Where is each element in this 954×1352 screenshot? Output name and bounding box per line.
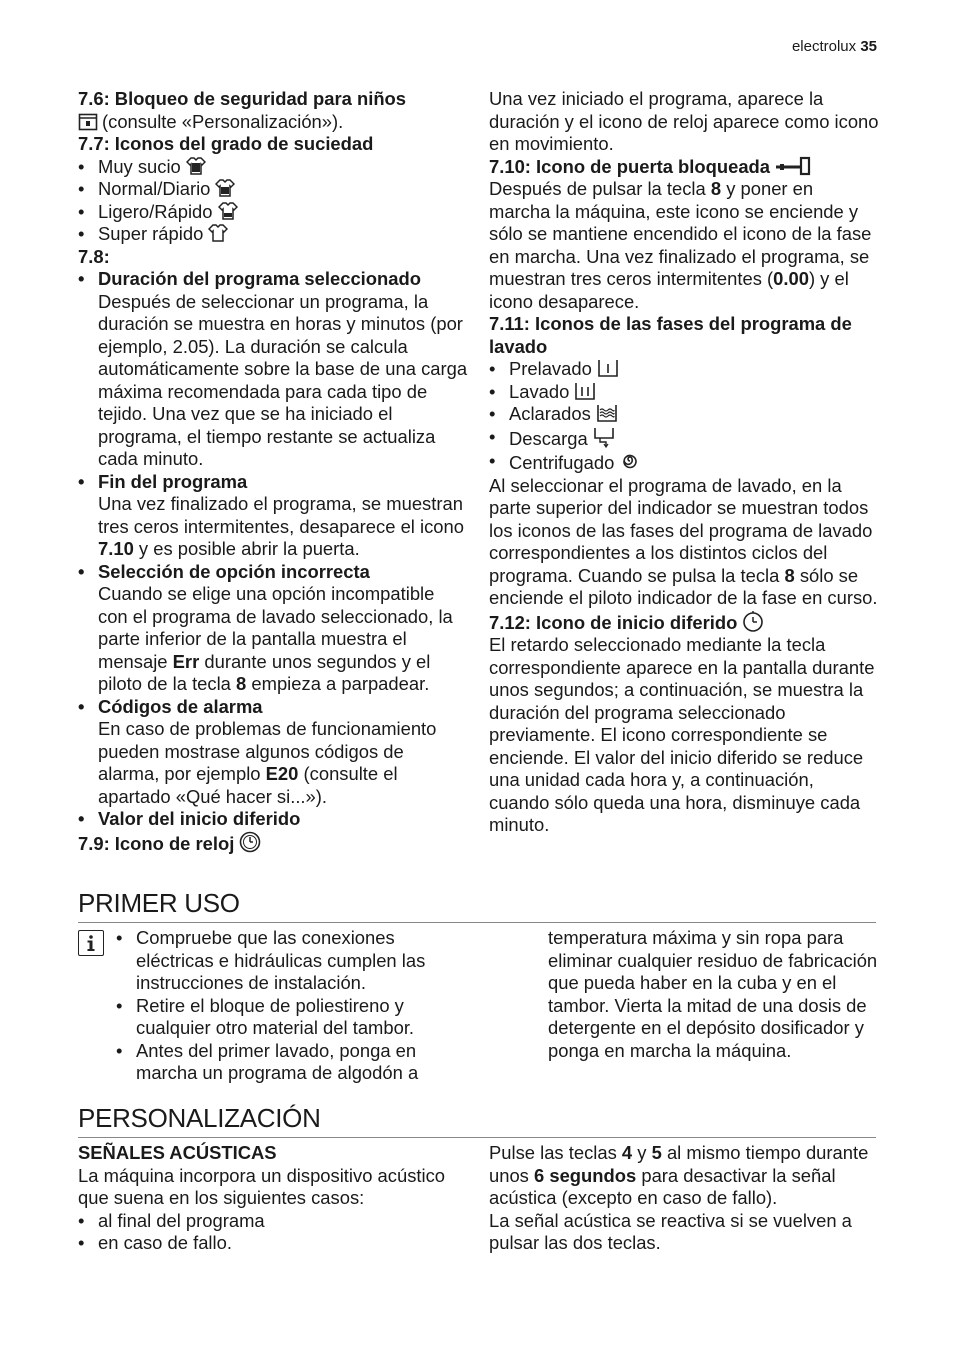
reactivate-text: La señal acústica se reactiva si se vuelven a pulsar las dos teclas.: [489, 1209, 852, 1253]
info-icon: [78, 930, 104, 956]
super-quick-shirt-icon: [208, 223, 228, 243]
delay-start-icon: [742, 610, 764, 632]
section-divider: [78, 1137, 876, 1138]
keys-text: Pulse las teclas 4 y 5 al mismo tiempo durante unos 6 segundos para desactivar la señal acústica (excepto en caso de fallo).: [489, 1142, 869, 1208]
phase-item: • Centrifugado: [489, 450, 879, 475]
list-item: • en caso de fallo.: [78, 1232, 468, 1255]
primer-uso-continuation: temperatura máxima y sin ropa para eliminar cualquier residuo de fabricación que pueda haber en la cuba y en el tambor. Vierta la mitad de una dosis de detergente en el depósito dosificador y ponga en marcha la máquina.: [548, 927, 878, 1061]
s711-text: Al seleccionar el programa de lavado, en la parte superior del indicador se muestran todos los iconos de las fases del programa de lavado correspondientes a los distintos ciclos del programa. Cuando se pulsa la tecla 8 sólo se enciende el piloto indicador de la fase en curso.: [489, 474, 878, 608]
delay-title: • Valor del inicio diferido: [78, 808, 468, 831]
s79-title: 7.9: Icono de reloj: [78, 831, 468, 856]
very-dirty-shirt-icon: [186, 156, 206, 176]
section-title-primer-uso: PRIMER USO: [78, 888, 240, 918]
section-divider: [78, 922, 876, 923]
spin-icon: [619, 450, 641, 472]
drain-icon: [593, 426, 615, 448]
list-item: • Antes del primer lavado, ponga en marcha un programa de algodón a: [116, 1040, 456, 1085]
list-item: • Compruebe que las conexiones eléctricas e hidráulicas cumplen las instrucciones de instalación.: [116, 927, 456, 995]
end-title: • Fin del programa: [78, 471, 468, 494]
left-column: [78, 88, 468, 855]
wash-icon: [574, 381, 596, 401]
s712-text: El retardo seleccionado mediante la tecla correspondiente aparece en la pantalla durante unos segundos; a continuación, se muestra la duración del programa seleccionado previamente. El icono correspondiente se enciende. El valor del inicio diferido se reduce una unidad cada hora y, a continuación, cuando sólo queda una hora, disminuye cada minuto.: [489, 634, 875, 835]
wrong-option-title: • Selección de opción incorrecta: [78, 561, 468, 584]
list-item: • Retire el bloque de poliestireno y cualquier otro material del tambor.: [116, 995, 456, 1040]
page-header: [792, 36, 877, 59]
wrong-option-text: Cuando se elige una opción incompatible con el programa de lavado seleccionado, la parte inferior de la pantalla muestra el mensaje Err durante unos segundos y el piloto de la tecla 8 empieza a parpadear.: [98, 583, 453, 694]
s710-text: Después de pulsar la tecla 8 y poner en marcha la máquina, este icono se enciende y sólo se mantiene encendido el icono de la fase en marcha. Una vez finalizado el programa, se muestran tres ceros intermitentes (0.00) y el icono desaparece.: [489, 178, 872, 312]
phase-item: • Lavado: [489, 381, 879, 404]
clock-icon: [239, 831, 261, 853]
personalizacion-left: [78, 1142, 468, 1255]
phase-item: • Aclarados: [489, 403, 879, 426]
end-text: Una vez finalizado el programa, se muestran tres ceros intermitentes, desaparece el icono 7.10 y es posible abrir la puerta.: [98, 493, 464, 559]
light-shirt-icon: [218, 201, 238, 221]
duration-title: • Duración del programa seleccionado: [78, 268, 468, 291]
brand-name: electrolux: [791, 38, 857, 55]
prewash-icon: [597, 358, 619, 378]
right-column: [489, 88, 879, 837]
s78-title: 7.8:: [78, 245, 110, 267]
s76-title: 7.6: Bloqueo de seguridad para niños: [78, 88, 407, 109]
personalizacion-right: [489, 1142, 879, 1255]
subsection-title: SEÑALES ACÚSTICAS: [78, 1142, 277, 1163]
normal-shirt-icon: [215, 178, 235, 198]
duration-text: Después de seleccionar un programa, la duración se muestra en horas y minutos (por ejemplo, 2.05). La duración se calcula automáticamente sobre la base de una carga máxima recomendada para cada tipo de tejido. Una vez que se ha iniciado el programa, el tiempo restante se actualiza cada minuto.: [98, 290, 468, 469]
soil-item: • Muy sucio: [78, 156, 468, 179]
primer-uso-list: [116, 927, 456, 1085]
page-number: 35: [860, 38, 877, 55]
alarm-text: En caso de problemas de funcionamiento pueden mostrase algunos códigos de alarma, por ejemplo E20 (consulte el apartado «Qué hacer si...»).: [98, 718, 437, 807]
list-item: • al final del programa: [78, 1210, 468, 1233]
phase-item: • Descarga: [489, 426, 879, 451]
clock-text: Una vez iniciado el programa, aparece la duración y el icono de reloj aparece como icono en movimiento.: [489, 88, 879, 154]
soil-item: • Ligero/Rápido: [78, 201, 468, 224]
phase-item: • Prelavado: [489, 358, 879, 381]
s710-title: 7.10: Icono de puerta bloqueada: [489, 156, 879, 179]
section-title-personalizacion: PERSONALIZACIÓN: [78, 1103, 321, 1133]
door-locked-icon: [775, 156, 811, 176]
child-lock-icon: [78, 113, 98, 131]
soil-item: • Normal/Diario: [78, 178, 468, 201]
s76-text: (consulte «Personalización»).: [78, 111, 468, 134]
s711-title: 7.11: Iconos de las fases del programa de lavado: [489, 313, 852, 357]
intro-text: La máquina incorpora un dispositivo acústico que suena en los siguientes casos:: [78, 1164, 446, 1208]
s77-title: 7.7: Iconos del grado de suciedad: [78, 133, 374, 154]
s712-title: 7.12: Icono de inicio diferido: [489, 610, 879, 635]
rinse-icon: [596, 403, 618, 423]
soil-item: • Super rápido: [78, 223, 468, 246]
alarm-title: • Códigos de alarma: [78, 696, 468, 719]
